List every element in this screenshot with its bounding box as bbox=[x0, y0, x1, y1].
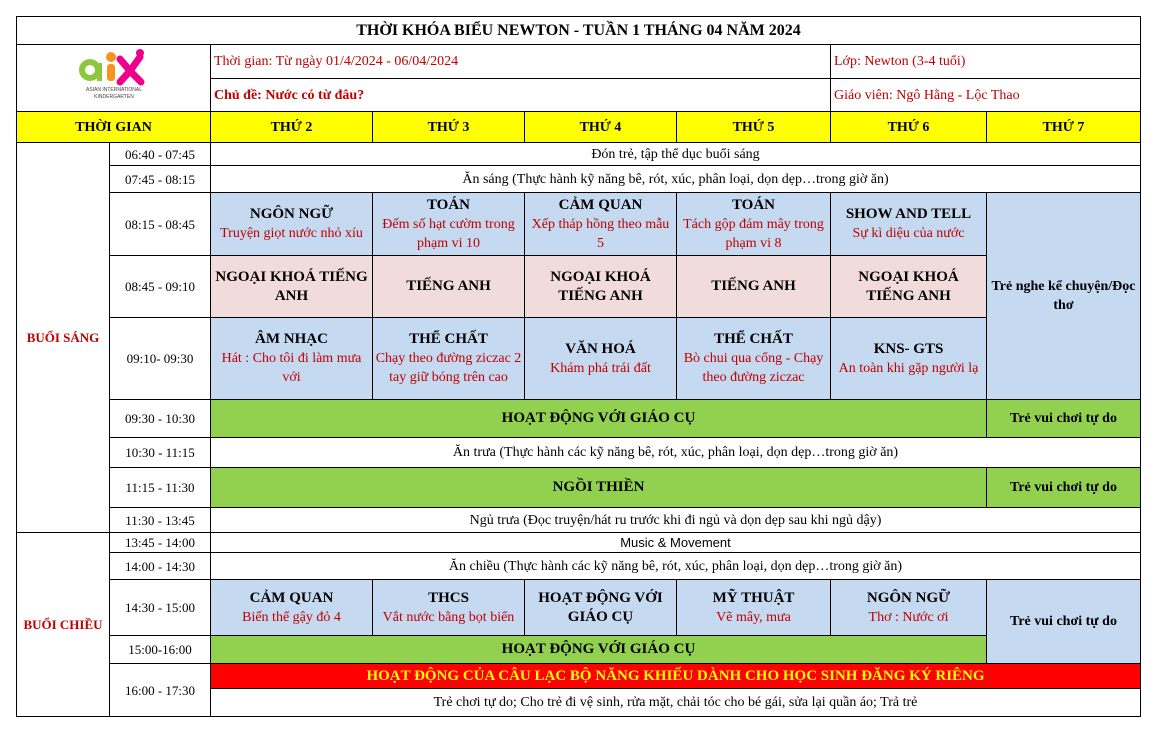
header-day-thu: THỨ 5 bbox=[677, 112, 831, 143]
lesson-activity: An toàn khi gặp người lạ bbox=[838, 360, 979, 376]
meditation-row: NGỒI THIỀN bbox=[211, 468, 987, 508]
lunch-row: Ăn trưa (Thực hành các kỹ năng bê, rót, xúc, phân loại, dọn dẹp…trong giờ ăn) bbox=[211, 438, 1141, 468]
lesson-subject: CẢM QUAN bbox=[558, 196, 643, 213]
header-day-mon: THỨ 2 bbox=[211, 112, 373, 143]
header-day-sat: THỨ 7 bbox=[987, 112, 1141, 143]
english-cell: NGOẠI KHOÁ TIẾNG ANH bbox=[215, 268, 368, 304]
time-slot: 16:00 - 17:30 bbox=[110, 664, 211, 717]
lesson-cell bbox=[677, 193, 831, 256]
time-slot: 08:45 - 09:10 bbox=[110, 256, 211, 318]
lesson-subject: TOÁN bbox=[426, 196, 471, 213]
lesson-subject: CẢM QUAN bbox=[249, 589, 334, 606]
period-info: Thời gian: Từ ngày 01/4/2024 - 06/04/2024 bbox=[211, 45, 831, 79]
header-day-fri: THỨ 6 bbox=[831, 112, 987, 143]
aik-logo-icon bbox=[68, 45, 160, 105]
time-slot: 07:45 - 08:15 bbox=[110, 166, 211, 193]
lesson-subject: THỂ CHẤT bbox=[714, 331, 793, 347]
english-cell: TIẾNG ANH bbox=[711, 278, 796, 294]
lesson-subject: VĂN HOÁ bbox=[565, 340, 636, 357]
lesson-activity: Tách gộp đám mây trong phạm vi 8 bbox=[683, 216, 824, 251]
tools-activity: HOẠT ĐỘNG VỚI GIÁO CỤ bbox=[211, 400, 987, 438]
saturday-free-play: Trẻ vui chơi tự do bbox=[987, 400, 1141, 438]
header-day-wed: THỨ 4 bbox=[525, 112, 677, 143]
session-morning: BUỔI SÁNG bbox=[17, 143, 110, 533]
english-cell: TIẾNG ANH bbox=[406, 278, 491, 294]
lesson-cell bbox=[831, 580, 987, 636]
lesson-cell bbox=[211, 318, 373, 400]
time-slot: 13:45 - 14:00 bbox=[110, 533, 211, 553]
lesson-cell bbox=[373, 193, 525, 256]
logo-caption-2: KINDERGARTEN bbox=[93, 94, 134, 100]
welcome-row: Đón trẻ, tập thể dục buổi sáng bbox=[211, 143, 1141, 166]
breakfast-row: Ăn sáng (Thực hành kỹ năng bê, rót, xúc, phân loại, dọn dẹp…trong giờ ăn) bbox=[211, 166, 1141, 193]
lesson-cell bbox=[677, 580, 831, 636]
lesson-activity: Sự kì diệu của nước bbox=[852, 226, 965, 241]
lesson-activity: Thơ : Nước ơi bbox=[868, 609, 949, 625]
end-of-day-row: Trẻ chơi tự do; Cho trẻ đi vệ sinh, rửa mặt, chải tóc cho bé gái, sửa lại quần áo; Trả trẻ bbox=[211, 689, 1141, 717]
lesson-subject: KNS- GTS bbox=[873, 340, 944, 357]
lesson-subject: HOẠT ĐỘNG VỚI GIÁO CỤ bbox=[538, 589, 663, 625]
header-day-tue: THỨ 3 bbox=[373, 112, 525, 143]
snack-row: Ăn chiều (Thực hành các kỹ năng bê, rót, xúc, phân loại, dọn dẹp…trong giờ ăn) bbox=[211, 553, 1141, 580]
time-slot: 10:30 - 11:15 bbox=[110, 438, 211, 468]
lesson-subject: THCS bbox=[428, 589, 469, 606]
lesson-subject: TOÁN bbox=[731, 196, 776, 213]
lesson-cell bbox=[211, 193, 373, 256]
lesson-cell bbox=[373, 580, 525, 636]
lesson-cell bbox=[525, 193, 677, 256]
saturday-free-play-afternoon: Trẻ vui chơi tự do bbox=[987, 580, 1141, 664]
lesson-cell bbox=[211, 580, 373, 636]
music-row: Music & Movement bbox=[211, 533, 1141, 553]
lesson-activity: Bò chui qua cổng - Chạy theo đường ziczac bbox=[683, 351, 824, 385]
time-slot: 06:40 - 07:45 bbox=[110, 143, 211, 166]
time-slot: 11:30 - 13:45 bbox=[110, 508, 211, 533]
theme-info: Chủ đề: Nước có từ đâu? bbox=[211, 79, 831, 112]
saturday-free-play: Trẻ vui chơi tự do bbox=[987, 468, 1141, 508]
nap-row: Ngủ trưa (Đọc truyện/hát ru trước khi đi ngủ và dọn dẹp sau khi ngủ dậy) bbox=[211, 508, 1141, 533]
lesson-activity: Vắt nước bằng bọt biển bbox=[382, 609, 515, 625]
time-slot: 09:10- 09:30 bbox=[110, 318, 211, 400]
english-cell: NGOẠI KHOÁ TIẾNG ANH bbox=[550, 268, 651, 304]
lesson-activity: Vẽ mây, mưa bbox=[716, 609, 791, 625]
lesson-cell bbox=[525, 318, 677, 400]
lesson-subject: SHOW AND TELL bbox=[845, 206, 972, 222]
lesson-activity: Biến thể gậy đỏ 4 bbox=[242, 609, 341, 625]
class-info: Lớp: Newton (3-4 tuổi) bbox=[831, 45, 1141, 79]
lesson-cell bbox=[373, 318, 525, 400]
lesson-cell bbox=[677, 318, 831, 400]
lesson-activity: Khám phá trái đất bbox=[550, 360, 651, 376]
lesson-activity: Đếm số hạt cườm trong phạm vi 10 bbox=[382, 216, 515, 251]
page-title: THỜI KHÓA BIỂU NEWTON - TUẦN 1 THÁNG 04 NĂM 2024 bbox=[17, 17, 1141, 45]
logo-caption-1: ASIAN INTERNATIONAL bbox=[85, 87, 142, 93]
saturday-story: Trẻ nghe kể chuyện/Đọc thơ bbox=[987, 193, 1141, 400]
time-slot: 08:15 - 08:45 bbox=[110, 193, 211, 256]
header-time: THỜI GIAN bbox=[17, 112, 211, 143]
lesson-subject: NGÔN NGỮ bbox=[249, 206, 334, 222]
lesson-activity: Chạy theo đường ziczac 2 tay giữ bóng trên cao bbox=[375, 351, 522, 385]
time-slot: 14:00 - 14:30 bbox=[110, 553, 211, 580]
lesson-cell bbox=[525, 580, 677, 636]
teacher-info: Giáo viên: Ngô Hằng - Lộc Thao bbox=[831, 79, 1141, 112]
timetable bbox=[16, 16, 1141, 717]
club-activity: HOẠT ĐỘNG CỦA CÂU LẠC BỘ NĂNG KHIẾU DÀNH CHO HỌC SINH ĐĂNG KÝ RIÊNG bbox=[211, 664, 1141, 689]
logo bbox=[17, 45, 211, 112]
tools-activity-afternoon: HOẠT ĐỘNG VỚI GIÁO CỤ bbox=[211, 636, 987, 664]
lesson-activity: Xếp tháp hồng theo mẫu 5 bbox=[531, 216, 670, 251]
lesson-cell bbox=[831, 318, 987, 400]
lesson-activity: Truyện giọt nước nhỏ xíu bbox=[220, 226, 363, 241]
lesson-subject: MỸ THUẬT bbox=[712, 589, 795, 606]
english-cell: NGOẠI KHOÁ TIẾNG ANH bbox=[858, 268, 959, 304]
lesson-subject: NGÔN NGỮ bbox=[866, 589, 951, 606]
time-slot: 15:00-16:00 bbox=[110, 636, 211, 664]
lesson-cell bbox=[831, 193, 987, 256]
time-slot: 14:30 - 15:00 bbox=[110, 580, 211, 636]
lesson-activity: Hát : Cho tôi đi làm mưa với bbox=[221, 351, 362, 385]
lesson-subject: ÂM NHẠC bbox=[255, 331, 328, 347]
time-slot: 11:15 - 11:30 bbox=[110, 468, 211, 508]
session-afternoon: BUỔI CHIỀU bbox=[17, 533, 110, 717]
time-slot: 09:30 - 10:30 bbox=[110, 400, 211, 438]
lesson-subject: THỂ CHẤT bbox=[409, 331, 488, 347]
